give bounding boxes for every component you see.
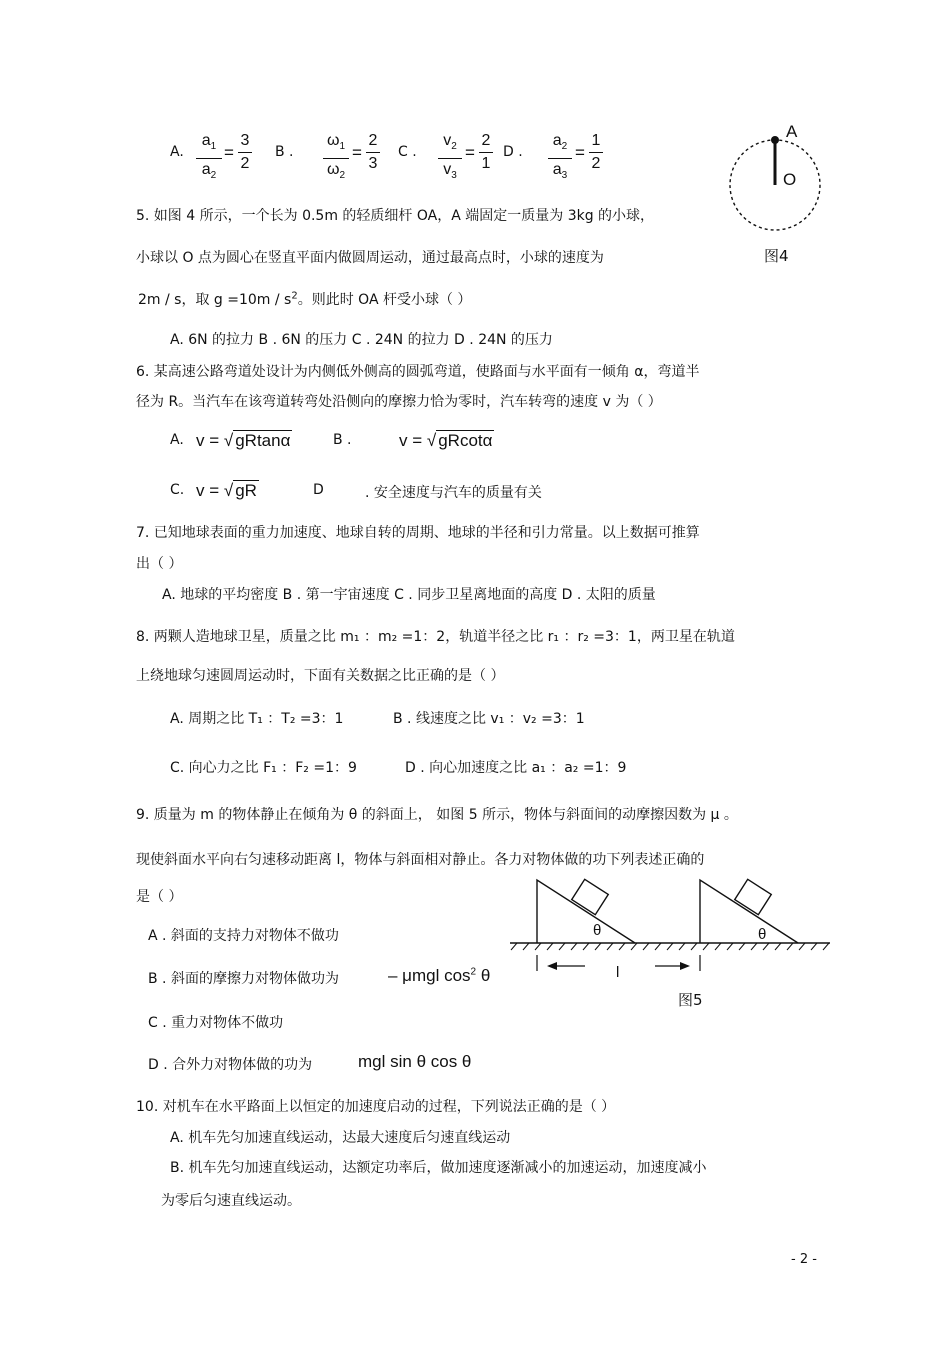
figure-5-theta-right: θ: [758, 926, 767, 943]
q4-d-fraction-rhs: 1 2: [589, 131, 603, 174]
q6-line-2: 径为 R。当汽车在该弯道转弯处沿侧向的摩擦力恰为零时，汽车转弯的速度 v 为（ ）: [136, 394, 662, 410]
q4-option-a-label: A.: [170, 144, 184, 160]
q6-line-1: 6. 某高速公路弯道处设计为内侧低外侧高的圆弧弯道，使路面与水平面有一倾角 α，弯道半: [136, 364, 700, 380]
q6-option-c-label: C.: [170, 482, 185, 498]
block-left: [572, 879, 609, 914]
arrowhead-left: [547, 962, 557, 970]
figure-4-label-a: A: [786, 122, 798, 141]
q8-option-c: C. 向心力之比 F₁ ：F₂ =1：9: [170, 760, 357, 776]
ball-a: [771, 136, 779, 144]
q9-option-c: C . 重力对物体不做功: [148, 1015, 284, 1031]
q4-option-b-label: B .: [275, 144, 294, 160]
q5-line-3: 2m / s，取 $g =10m / s^2$。则此时 OA 杆受小球（ ）: [138, 290, 472, 308]
q5-line-2: 小球以 O 点为圆心在竖直平面内做圆周运动，通过最高点时，小球的速度为: [136, 250, 604, 266]
q9-line-1: 9. 质量为 m 的物体静止在倾角为 θ 的斜面上， 如图 5 所示，物体与斜面间的动摩擦因数为 μ 。: [136, 807, 738, 823]
q6-option-a-label: A.: [170, 432, 184, 448]
q8-line-1: 8. 两颗人造地球卫星，质量之比 m₁ ：m₂ =1：2，轨道半径之比 r₁ ：r₂ =3：1，两卫星在轨道: [136, 629, 735, 645]
q4-a-fraction-rhs: 3 2: [238, 131, 252, 174]
q4-d-fraction-lhs: $a_2$ $a_3$: [548, 131, 572, 186]
q7-options: A. 地球的平均密度 B . 第一宇宙速度 C . 同步卫星离地面的高度 D . 太阳的质量: [162, 587, 656, 603]
figure-5-distance-label: l: [616, 964, 620, 981]
q7-line-2: 出（ ）: [136, 556, 183, 572]
q4-d-equals: =: [575, 143, 585, 162]
q4-b-equals: =: [352, 143, 362, 162]
figure-4-circle-diagram: [720, 120, 830, 250]
figure-5-incline-diagram: [505, 875, 835, 985]
q4-b-fraction-lhs: $\omega_1$ $\omega_2$: [323, 131, 349, 186]
q4-c-fraction-lhs: $v_2$ $v_3$: [438, 131, 462, 186]
figure-5-caption: 图5: [678, 991, 703, 1009]
figure-4-label-o: O: [783, 170, 797, 189]
q7-line-1: 7. 已知地球表面的重力加速度、地球自转的周期、地球的半径和引力常量。以上数据可推算: [136, 525, 700, 541]
q4-option-c-label: C .: [398, 144, 417, 160]
q10-option-a: A. 机车先匀加速直线运动，达最大速度后匀速直线运动: [170, 1130, 511, 1146]
page-number: - 2 -: [791, 1252, 817, 1267]
figure-5-theta-left: θ: [593, 922, 602, 939]
q8-line-2: 上绕地球匀速圆周运动时，下面有关数据之比正确的是（ ）: [136, 668, 505, 684]
q6-option-c-expr: v = √ gR: [196, 481, 257, 500]
ground-hatching: [511, 943, 829, 950]
q9-option-a: A . 斜面的支持力对物体不做功: [148, 928, 339, 944]
q6-option-b-expr: v = √ gRcotα: [399, 431, 493, 450]
q5-options: A. 6N 的拉力 B . 6N 的压力 C . 24N 的拉力 D . 24N 的压力: [170, 332, 553, 348]
q9-option-b-expr: – μmgl $\cos^2 \theta$: [388, 966, 491, 985]
q8-option-b: B . 线速度之比 v₁ ：v₂ =3：1: [393, 711, 585, 727]
q10-option-b-line-1: B. 机车先匀加速直线运动，达额定功率后，做加速度逐渐减小的加速运动，加速度减小: [170, 1160, 707, 1176]
q10-option-b-line-2: 为零后匀速直线运动。: [161, 1193, 301, 1209]
q9-option-d: D . 合外力对物体做的功为: [148, 1057, 313, 1073]
q6-option-d-label: D: [313, 482, 324, 498]
q4-c-equals: =: [465, 143, 475, 162]
q6-option-d-text: . 安全速度与汽车的质量有关: [365, 485, 542, 501]
q4-a-equals: =: [224, 143, 234, 162]
arrowhead-right: [680, 962, 690, 970]
q8-option-d: D . 向心加速度之比 a₁ ：a₂ =1：9: [405, 760, 627, 776]
q9-option-d-expr: mgl sin θ cos θ: [358, 1052, 472, 1071]
block-right: [735, 879, 772, 914]
q4-a-fraction-lhs: $a_1$ $a_2$: [196, 131, 222, 186]
q8-option-a: A. 周期之比 T₁ ：T₂ =3：1: [170, 711, 344, 727]
q4-b-fraction-rhs: 2 3: [366, 131, 380, 174]
q4-c-fraction-rhs: 2 1: [479, 131, 493, 174]
q4-option-d-label: D .: [503, 144, 523, 160]
q6-option-a-expr: v = √ gRtanα: [196, 431, 291, 450]
q9-line-3: 是（ ）: [136, 889, 183, 905]
q9-line-2: 现使斜面水平向右匀速移动距离 l，物体与斜面相对静止。各力对物体做的功下列表述正确的: [136, 852, 705, 868]
q10-line-1: 10. 对机车在水平路面上以恒定的加速度启动的过程，下列说法正确的是（ ）: [136, 1099, 616, 1115]
q9-option-b: B . 斜面的摩擦力对物体做功为: [148, 971, 339, 987]
figure-4-caption: 图4: [764, 247, 789, 265]
q6-option-b-label: B .: [333, 432, 352, 448]
q5-line-1: 5. 如图 4 所示，一个长为 0.5m 的轻质细杆 OA，A 端固定一质量为 3kg 的小球，: [136, 208, 655, 224]
